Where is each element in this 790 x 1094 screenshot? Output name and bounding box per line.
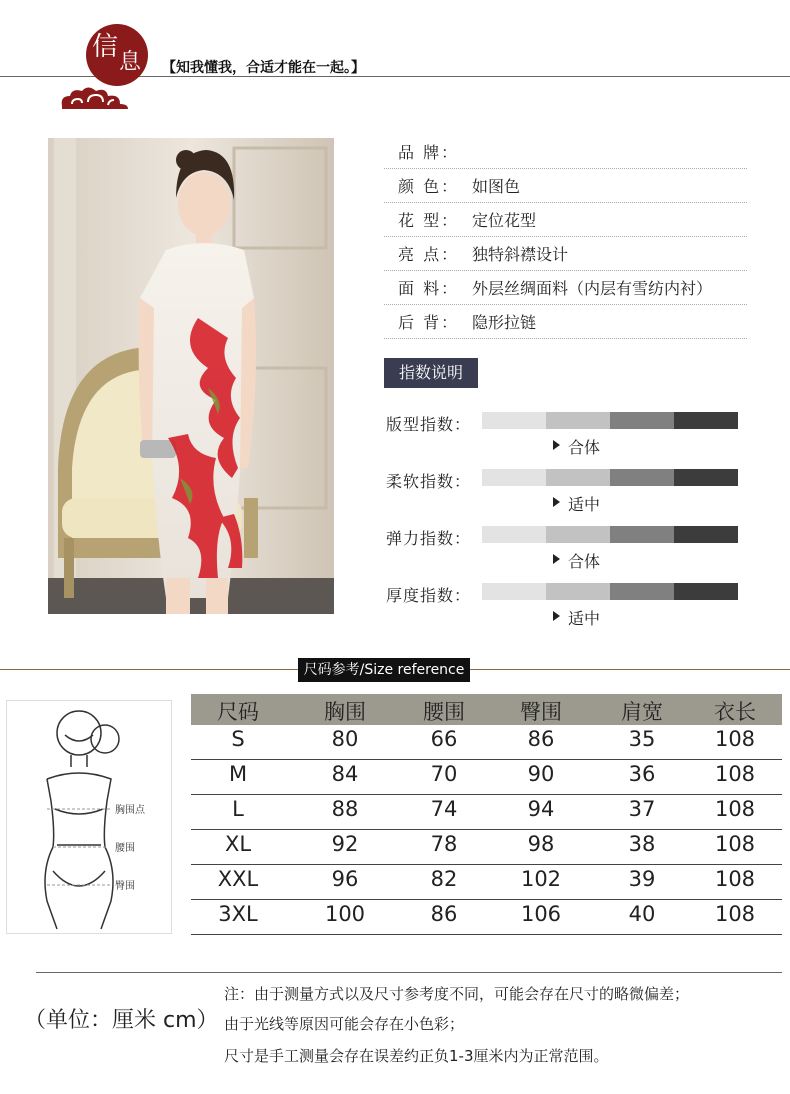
index-value: 适中 bbox=[568, 609, 601, 628]
size-cell: 106 bbox=[520, 902, 562, 926]
info-key: 品 牌： bbox=[398, 143, 460, 162]
size-header-cell: 肩宽 bbox=[621, 700, 663, 724]
size-cell: 100 bbox=[324, 902, 366, 926]
size-cell: 80 bbox=[331, 727, 359, 751]
info-key: 后 背： bbox=[398, 313, 460, 332]
info-key: 花 型： bbox=[398, 211, 460, 230]
index-bar-segment bbox=[546, 526, 610, 543]
seal-char-2: 息 bbox=[119, 50, 142, 75]
size-cell: XL bbox=[224, 832, 252, 856]
size-cell: 108 bbox=[714, 762, 756, 786]
size-header-cell: 衣长 bbox=[714, 700, 756, 724]
pointer-triangle-icon bbox=[553, 440, 560, 450]
size-cell: M bbox=[228, 762, 248, 786]
index-label: 弹力指数： bbox=[386, 529, 472, 548]
info-row bbox=[384, 304, 747, 339]
index-bar-segment bbox=[610, 583, 674, 600]
size-cell: S bbox=[231, 727, 245, 751]
tagline: 【知我懂我，合适才能在一起。】 bbox=[162, 60, 365, 76]
index-bar-segment bbox=[610, 412, 674, 429]
index-value: 适中 bbox=[568, 495, 601, 514]
info-value: 隐形拉链 bbox=[472, 313, 537, 332]
size-cell: 96 bbox=[331, 867, 359, 891]
pointer-triangle-icon bbox=[553, 497, 560, 507]
size-cell: 108 bbox=[714, 867, 756, 891]
figure-label-hip: 臀围 bbox=[115, 881, 135, 892]
size-cell: L bbox=[232, 797, 244, 821]
index-bar-segment bbox=[610, 526, 674, 543]
body-measurement-figure bbox=[6, 700, 172, 934]
size-cell: 86 bbox=[527, 727, 555, 751]
size-cell: 88 bbox=[331, 797, 359, 821]
info-key: 面 料： bbox=[398, 279, 460, 298]
info-row bbox=[384, 134, 747, 169]
info-row bbox=[384, 236, 747, 271]
index-bar-segment bbox=[674, 583, 738, 600]
size-row-divider bbox=[191, 864, 782, 865]
seal-char-1: 信 bbox=[92, 32, 119, 62]
size-cell: XXL bbox=[217, 867, 259, 891]
pointer-triangle-icon bbox=[553, 554, 560, 564]
size-cell: 82 bbox=[430, 867, 458, 891]
size-cell: 98 bbox=[527, 832, 555, 856]
index-label: 柔软指数： bbox=[386, 472, 472, 491]
size-header-cell: 尺码 bbox=[217, 700, 259, 724]
size-cell: 108 bbox=[714, 832, 756, 856]
info-value: 定位花型 bbox=[472, 211, 537, 230]
index-bar-segment bbox=[546, 469, 610, 486]
size-header-cell: 臀围 bbox=[520, 700, 562, 724]
size-row-divider bbox=[191, 899, 782, 900]
index-bar-segment bbox=[674, 526, 738, 543]
size-cell: 70 bbox=[430, 762, 458, 786]
index-bar-segment bbox=[674, 469, 738, 486]
cloud-ornament-icon bbox=[58, 82, 130, 112]
info-row bbox=[384, 270, 747, 305]
size-cell: 38 bbox=[628, 832, 656, 856]
figure-label-waist: 腰围 bbox=[115, 843, 135, 854]
size-cell: 84 bbox=[331, 762, 359, 786]
size-cell: 86 bbox=[430, 902, 458, 926]
index-label: 厚度指数： bbox=[386, 586, 472, 605]
figure-label-bust: 胸围点 bbox=[115, 805, 145, 816]
size-cell: 108 bbox=[714, 902, 756, 926]
size-cell: 3XL bbox=[218, 902, 258, 926]
info-row bbox=[384, 202, 747, 237]
size-row-divider bbox=[191, 794, 782, 795]
index-bar-segment bbox=[546, 412, 610, 429]
size-cell: 94 bbox=[527, 797, 555, 821]
notes-divider bbox=[36, 972, 782, 973]
size-cell: 66 bbox=[430, 727, 458, 751]
size-cell: 40 bbox=[628, 902, 656, 926]
size-cell: 37 bbox=[628, 797, 656, 821]
size-cell: 108 bbox=[714, 797, 756, 821]
size-cell: 35 bbox=[628, 727, 656, 751]
info-key: 颜 色： bbox=[398, 177, 460, 196]
info-key: 亮 点： bbox=[398, 245, 460, 264]
size-cell: 92 bbox=[331, 832, 359, 856]
info-row bbox=[384, 168, 747, 203]
index-value: 合体 bbox=[568, 438, 601, 457]
note-line-1: 注：由于测量方式以及尺寸参考度不同，可能会存在尺寸的略微偏差； bbox=[224, 985, 690, 1003]
pointer-triangle-icon bbox=[553, 611, 560, 621]
index-bar-segment bbox=[674, 412, 738, 429]
size-row-divider bbox=[191, 829, 782, 830]
size-row-divider bbox=[191, 934, 782, 935]
index-bar-segment bbox=[482, 412, 546, 429]
size-header-cell: 腰围 bbox=[423, 700, 465, 724]
info-value: 外层丝绸面料（内层有雪纺内衬） bbox=[472, 279, 713, 298]
index-title: 指数说明 bbox=[384, 358, 478, 388]
index-bar-segment bbox=[482, 526, 546, 543]
body-figure-icon bbox=[7, 701, 171, 933]
info-value: 如图色 bbox=[472, 177, 521, 196]
index-value: 合体 bbox=[568, 552, 601, 571]
size-cell: 90 bbox=[527, 762, 555, 786]
unit-label: （单位：厘米 cm） bbox=[24, 1008, 219, 1033]
size-row-divider bbox=[191, 759, 782, 760]
note-line-2: 由于光线等原因可能会存在小色彩； bbox=[224, 1015, 465, 1033]
note-line-3: 尺寸是手工测量会存在误差约正负1-3厘米内为正常范围。 bbox=[224, 1047, 609, 1065]
product-photo bbox=[48, 138, 334, 614]
size-cell: 108 bbox=[714, 727, 756, 751]
index-bar-segment bbox=[610, 469, 674, 486]
size-cell: 36 bbox=[628, 762, 656, 786]
index-bar-segment bbox=[482, 583, 546, 600]
size-cell: 39 bbox=[628, 867, 656, 891]
index-label: 版型指数： bbox=[386, 415, 472, 434]
size-header-cell: 胸围 bbox=[324, 700, 366, 724]
size-cell: 102 bbox=[520, 867, 562, 891]
index-bar-segment bbox=[546, 583, 610, 600]
size-cell: 78 bbox=[430, 832, 458, 856]
index-bar-segment bbox=[482, 469, 546, 486]
size-cell: 74 bbox=[430, 797, 458, 821]
size-reference-label: 尺码参考/Size reference bbox=[298, 658, 470, 682]
info-value: 独特斜襟设计 bbox=[472, 245, 569, 264]
